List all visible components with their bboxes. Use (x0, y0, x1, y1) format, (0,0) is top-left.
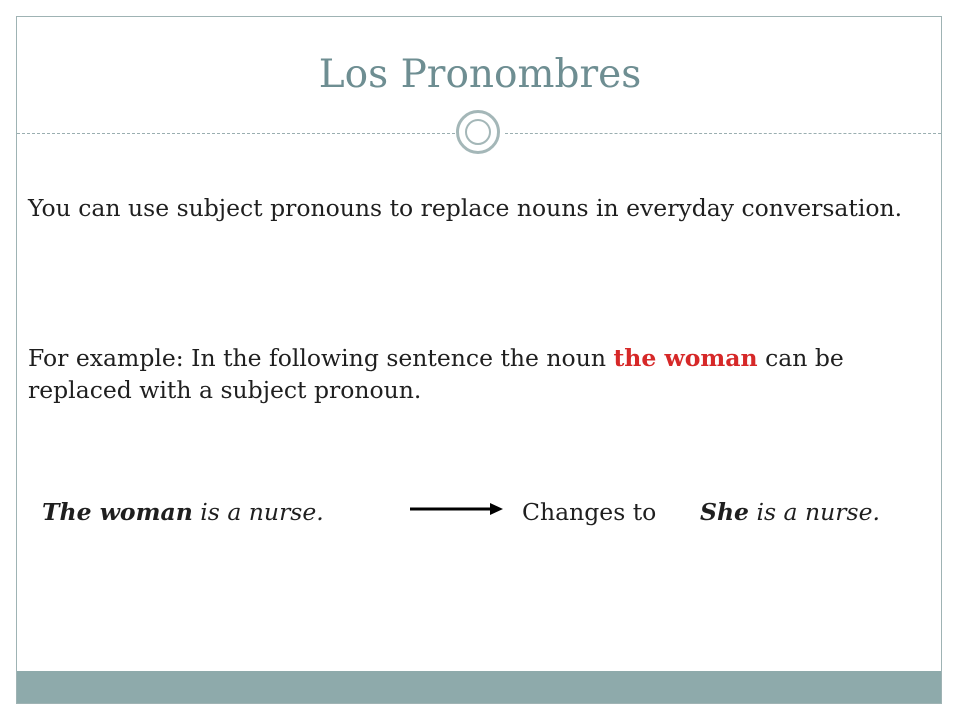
replaced-rest: is a nurse. (749, 498, 880, 526)
title-divider-right (505, 133, 941, 134)
intro-paragraph: You can use subject pronouns to replace nouns in everyday conversation. (28, 194, 903, 222)
footer-bar (17, 671, 941, 703)
original-subject: The woman (42, 498, 193, 526)
ring-ornament-icon (456, 110, 500, 154)
title-divider-left (17, 133, 455, 134)
example-lead: For example: In the following sentence the noun (28, 344, 614, 372)
slide-title: Los Pronombres (318, 52, 642, 97)
replaced-subject: She (700, 498, 750, 526)
replaced-sentence (700, 496, 880, 528)
connector-text: Changes to (522, 498, 657, 526)
original-rest: is a nurse. (192, 498, 324, 526)
ring-inner-icon (465, 119, 491, 145)
right-arrow-icon (408, 498, 504, 520)
original-sentence (42, 496, 324, 528)
example-tail: can be replaced with a subject pronoun. (28, 344, 844, 404)
example-paragraph (28, 342, 928, 406)
highlighted-noun: the woman (613, 344, 758, 372)
